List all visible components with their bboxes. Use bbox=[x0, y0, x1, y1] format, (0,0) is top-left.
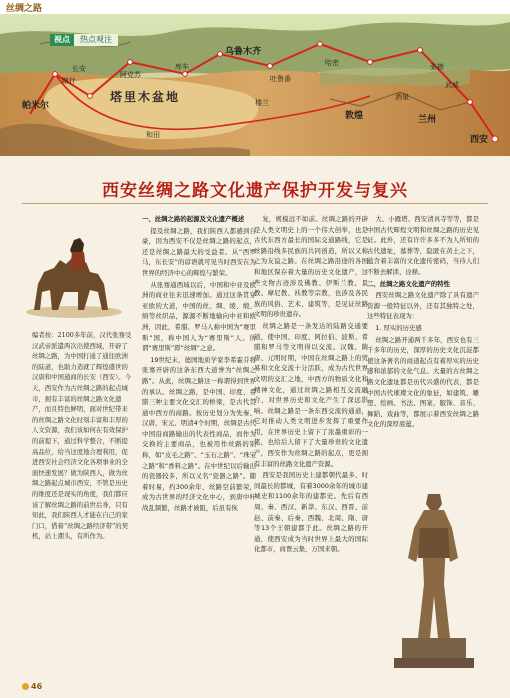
article-column-2 bbox=[254, 214, 368, 556]
camel-caravan-photo bbox=[24, 222, 124, 322]
map-label-turpan: 吐鲁番 bbox=[270, 75, 291, 83]
column-1-paragraph: 提及丝绸之路，我们陕西人都感到自豪，因为西安不仅是丝绸之路的起点，还是丝绸之路最大的受益者。从“西罗马，东长安”的谚语就可见当时西安在为世界的经济中心的辉煌与繁荣。 bbox=[142, 226, 256, 277]
map-label-wuwei: 武威 bbox=[445, 81, 459, 89]
page-number bbox=[22, 682, 42, 691]
column-2-paragraph: 丝绸之路是一条发达的陆路交通要道，使中国、印度、阿拉伯、波斯、希腊和罗马等文明得以交流。汉魏、隋唐、元明时期，中国在丝绸之路上的贸易和文化交流十分活跃，成为古代世界文明的交汇之地，中西方的物质文化和精神文化，通过丝绸之路相互交流融合，对世界历史和文化产生了深远影响。丝绸之路是一条东西交流的通道，它对推动人类文明进步发挥了重要作用，在世界历史上留下了浓墨重彩的一笔，也给后人留下了大量珍贵的文化遗产，西安作为丝绸之路的起点，更是拥有丰富的丝路文化遗产资源。 bbox=[254, 321, 368, 468]
map-label-hami: 哈密 bbox=[325, 59, 339, 67]
map-label-lanzhou: 兰州 bbox=[418, 115, 437, 125]
title-divider bbox=[22, 203, 488, 204]
column-3-heading: 二、丝绸之路文化遗产的特性 bbox=[367, 279, 451, 288]
map-label-kashgar: 喀什 bbox=[62, 77, 76, 85]
column-2-paragraph: 西安是我国历史上建都朝代最多、时间最长的都城，有着3000余年的城市建城史和1100余年的建都史。先后有西周、秦、西汉、新莽、东汉、西晋、前赵、前秦、后秦、西魏、北周、隋、唐等13个王朝建都于此。丝绸之路的开通，使西安成为当时世界上最大的国际化都市，商贾云集，万国来朝。 bbox=[254, 471, 368, 554]
viewpoint-tag: 视点 bbox=[50, 34, 74, 46]
page-header bbox=[0, 0, 510, 14]
article-column-1 bbox=[142, 214, 256, 515]
map-label-kucha: 库车 bbox=[175, 63, 189, 71]
page-number-value: 46 bbox=[31, 682, 43, 691]
map-label-zhangye: 张掖 bbox=[430, 63, 444, 71]
column-1-paragraph: 19世纪末，德国地质学家李希霍芬将张骞开辟的这条东西大道誉为“丝绸之路”。从此，丝绸之路这一称谓得到世界的承认。丝绸之路，是中国、印度、希腊三种主要文化交汇的桥梁，是古代贯通中西方的商路。按历史划分为先秦、汉唐、宋元、明清4个时期，丝绸是古代中国沿商路输出的代表性商品，而作为交换的主要商品，也被用作丝路的别称，如“皮毛之路”、“玉石之路”、“珠宝之路”和“香料之路”。在中世纪以后输出的瓷器较多，所以又名“瓷器之路”。随着时易，约300余年，丝路空前繁荣，成为古世界的经济文化中心，到唐中叶战乱频繁，丝路才被阻，后虽有恢 bbox=[142, 355, 256, 513]
page-dot-icon bbox=[22, 683, 29, 690]
map-label-dunhuang: 敦煌 bbox=[345, 111, 364, 121]
statue-photo bbox=[380, 488, 486, 668]
map-label-loulan: 楼兰 bbox=[255, 99, 269, 107]
map-label-hotan: 和田 bbox=[146, 131, 160, 139]
map-label-jiuquan: 酒泉 bbox=[395, 93, 409, 101]
column-2-paragraph: 复，规模远不如前。丝绸之路的开辟是人类文明史上的一个伟大创举，也是古代东西方最长的国际交通路线，它是丝路沿线多民族的共同创造，所以又称之为友谊之路。在丝绸之路沿途的各国和地区保存着大量的历史文化遗产，这些文物古迹涉及佛教、伊斯兰教、景教、摩尼教、袄教等宗教，也涉及各民族的风俗、艺术、建筑等，是见证丝路文明的珍贵遗存。 bbox=[254, 215, 368, 319]
column-3-paragraph: 西安丝绸之路文化遗产除了具有遗产资源一般特征以外，还有其独特之处，这些特征表现为： bbox=[367, 291, 479, 321]
column-1-heading: 一、丝绸之路的起源及文化遗产概述 bbox=[142, 215, 245, 223]
map-label-aksu: 阿克苏 bbox=[120, 71, 141, 79]
section-label: 丝绸之路 bbox=[6, 4, 43, 14]
editor-note: 编者按：2100多年前，汉代张骞受汉武帝派遣两次出使西域，开辟了丝绸之路，为中国打通了通往欧洲的陆道，也助力造就了辉煌盛世的汉唐和中国通商的长安（西安）。今天，西安作为古丝绸之路的起点城市，拥有丰富的丝绸之路文化遗产，而且特色鲜明，面对世纪带来的丝绸之路文化时刻丰富和丰厚的人文资源，我们该如何在有效保护的前提下，通过科学整合，不断提高品位，给当这度地合理利用，促进西安社会经济文化各项事业的全面快速发展？做为陕西人，做为丝绸之路起点城市西安，不管是历史的维度还是现实的角度，我们都应该了解丝绸之路的前世后身，只有知此，我们陕西人才能在自己的家门口，借着“丝绸之路经济带”的契机，站上潮头，有所作为。 bbox=[32, 331, 132, 541]
map-label-wulumuqi: 乌鲁木齐 bbox=[225, 47, 262, 57]
article-title: 西安丝绸之路文化遗产保护开发与复兴 bbox=[102, 181, 408, 201]
column-3-paragraph: 丝绸之路开通两千多年，西安也有三千多年的历史，深厚的历史文化沉淀都使这条著名的商道起点有着厚实的历史感和浓郁的文化气息。大量的古丝绸之路文化遗址都是历代兴盛的代表，都是中国古代璀璨文化的象征，如建筑、雕塑、绘画、书法、图案、服饰、音乐、舞蹈、戏曲等，都展示着西安丝绸之路文化的深厚底蕴。 bbox=[367, 335, 479, 429]
map-label-pamir: 帕米尔 bbox=[22, 101, 50, 111]
column-3-paragraph: 大、小雁塔、西安清真寺等等，都是中国古代辉煌文明和丝绸之路的历史见证。此外，还有许许多多不为人所知的古代遗址，墓葬等，隐匿在黄土之下，蕴含着丰富的文化遗传密码，当待人们不断去解读、诠释。 bbox=[367, 215, 479, 276]
map-label-changan: 长安 bbox=[72, 65, 86, 73]
viewpoint-banner bbox=[50, 34, 118, 46]
map-label-xian: 西安 bbox=[470, 135, 489, 145]
viewpoint-label: 热点观注 bbox=[74, 34, 118, 46]
column-3-paragraph: 1. 厚实的历史感 bbox=[375, 323, 422, 332]
silk-road-map bbox=[0, 14, 510, 156]
article-column-3 bbox=[367, 214, 479, 431]
map-label-taklamakan: 塔里木盆地 bbox=[110, 90, 181, 104]
column-1-paragraph: 从张骞通西域以后，中国和中亚及欧洲的商业往来迅速增加。通过这条贯穿亚欧的大道，中国的丝、绸、绫、缎、绢等丝织品，源源不断地输向中亚和欧洲，因此，希腊、罗马人称中国为“赛里斯”国，称中国人为“赛里斯”人。所谓“赛里斯”即“丝绸”之意。 bbox=[142, 280, 256, 353]
